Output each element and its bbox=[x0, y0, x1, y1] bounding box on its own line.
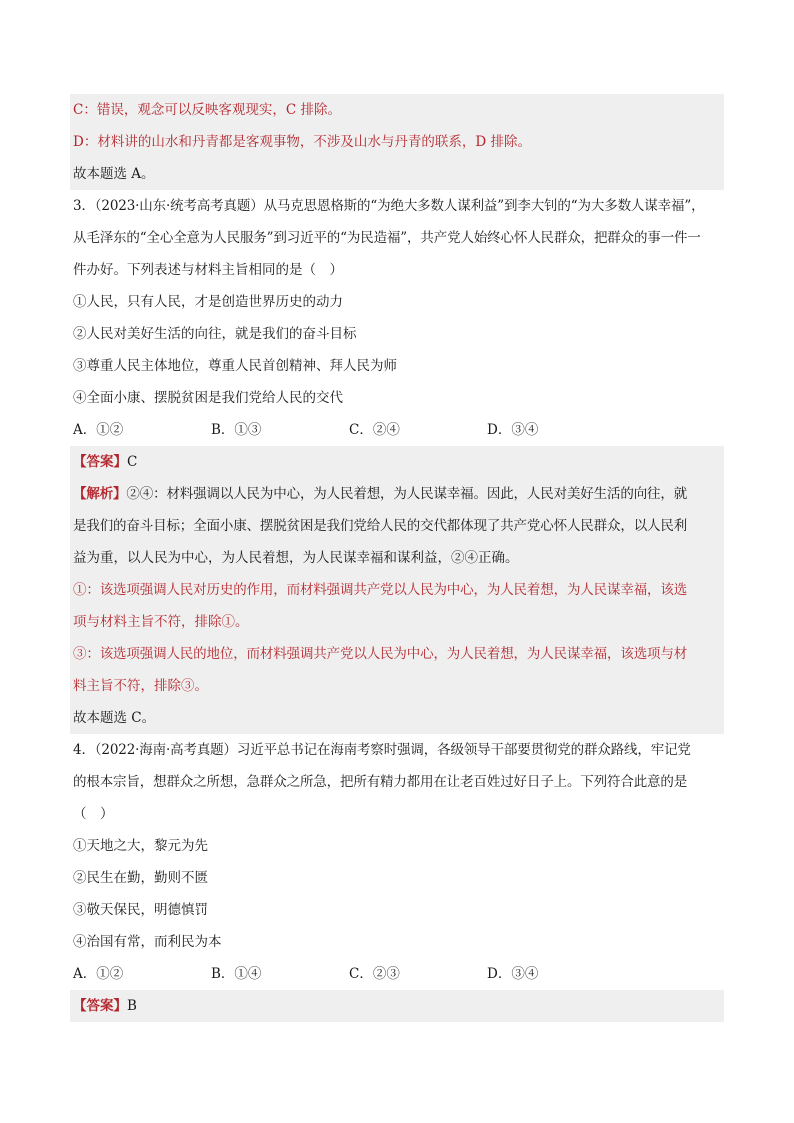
question-3-option-b: B．①③ bbox=[211, 422, 262, 438]
analysis-tag: 【解析】 bbox=[73, 486, 127, 502]
answer-tag: 【答案】 bbox=[73, 998, 127, 1014]
question-4-option-b: B．①④ bbox=[211, 966, 262, 982]
question-3-item-2: ②人民对美好生活的向往，就是我们的奋斗目标 bbox=[73, 326, 357, 342]
question-3-answer bbox=[70, 446, 724, 478]
question-3-exclusion-2-line-2: 料主旨不符，排除③。 bbox=[70, 670, 724, 702]
answer-value: B bbox=[127, 998, 137, 1014]
question-4-stem-line-2: 的根本宗旨，想群众之所想，急群众之所急，把所有精力都用在让老百姓过好日子上。下列符合此意的是 bbox=[73, 774, 688, 790]
answer-tag: 【答案】 bbox=[73, 454, 127, 470]
question-3-analysis-line-3: 益为重，以人民为中心，为人民着想，为人民谋幸福和谋利益，②④正确。 bbox=[70, 542, 724, 574]
question-3-conclusion: 故本题选 C。 bbox=[70, 702, 724, 734]
question-3-options bbox=[70, 414, 724, 446]
question-4-stem-line-1: 4．（2022·海南·高考真题）习近平总书记在海南考察时强调，各级领导干部要贯彻党的群众路线，牢记党 bbox=[73, 742, 691, 758]
question-3-exclusion-1-line-1: ①：该选项强调人民对历史的作用，而材料强调共产党以人民为中心，为人民着想，为人民谋幸福，该选 bbox=[70, 574, 724, 606]
question-3-option-a: A．①② bbox=[73, 422, 124, 438]
question-4-item-3: ③敬天保民，明德慎罚 bbox=[73, 902, 208, 918]
question-3-analysis-line-1 bbox=[70, 478, 724, 510]
question-3-exclusion-2-line-1: ③：该选项强调人民的地位，而材料强调共产党以人民为中心，为人民着想，为人民谋幸福，该选项与材 bbox=[70, 638, 724, 670]
option-c-explanation: C：错误，观念可以反映客观现实，C 排除。 bbox=[70, 94, 724, 126]
question-3-stem-line-1: 3．（2023·山东·统考高考真题）从马克思恩格斯的“为绝大多数人谋利益”到李大钊的“为大多数人谋幸福”， bbox=[73, 198, 705, 214]
question-3-stem-line-3: 件办好。下列表述与材料主旨相同的是（ ） bbox=[73, 262, 343, 278]
question-4-stem-line-3: （ ） bbox=[73, 806, 114, 822]
question-3-stem-line-2: 从毛泽东的“全心全意为人民服务”到习近平的“为民造福”，共产党人始终心怀人民群众，把群众的事一件一 bbox=[73, 230, 701, 246]
question-3-exclusion-1-line-2: 项与材料主旨不符，排除①。 bbox=[70, 606, 724, 638]
question-3-option-d: D．③④ bbox=[487, 422, 539, 438]
question-4-answer bbox=[70, 990, 724, 1022]
question-4-option-d: D．③④ bbox=[487, 966, 539, 982]
document-page bbox=[70, 94, 724, 1022]
question-4-options bbox=[70, 958, 724, 990]
question-3-item-3: ③尊重人民主体地位，尊重人民首创精神、拜人民为师 bbox=[73, 358, 397, 374]
question-3-item-4: ④全面小康、摆脱贫困是我们党给人民的交代 bbox=[73, 390, 343, 406]
question-3-analysis-line-2: 是我们的奋斗目标；全面小康、摆脱贫困是我们党给人民的交代都体现了共产党心怀人民群众，以人民利 bbox=[70, 510, 724, 542]
question-2-conclusion: 故本题选 A。 bbox=[70, 158, 724, 190]
analysis-text: ②④：材料强调以人民为中心，为人民着想，为人民谋幸福。因此，人民对美好生活的向往，就 bbox=[126, 486, 688, 502]
question-4-option-a: A．①② bbox=[73, 966, 124, 982]
question-4-item-4: ④治国有常，而利民为本 bbox=[73, 934, 222, 950]
answer-value: C bbox=[127, 454, 138, 470]
question-4-item-2: ②民生在勤，勤则不匮 bbox=[73, 870, 208, 886]
question-4-item-1: ①天地之大，黎元为先 bbox=[73, 838, 208, 854]
question-4-option-c: C．②③ bbox=[349, 966, 400, 982]
question-3-option-c: C．②④ bbox=[349, 422, 400, 438]
option-d-explanation: D：材料讲的山水和丹青都是客观事物，不涉及山水与丹青的联系，D 排除。 bbox=[70, 126, 724, 158]
question-3-item-1: ①人民，只有人民，才是创造世界历史的动力 bbox=[73, 294, 343, 310]
